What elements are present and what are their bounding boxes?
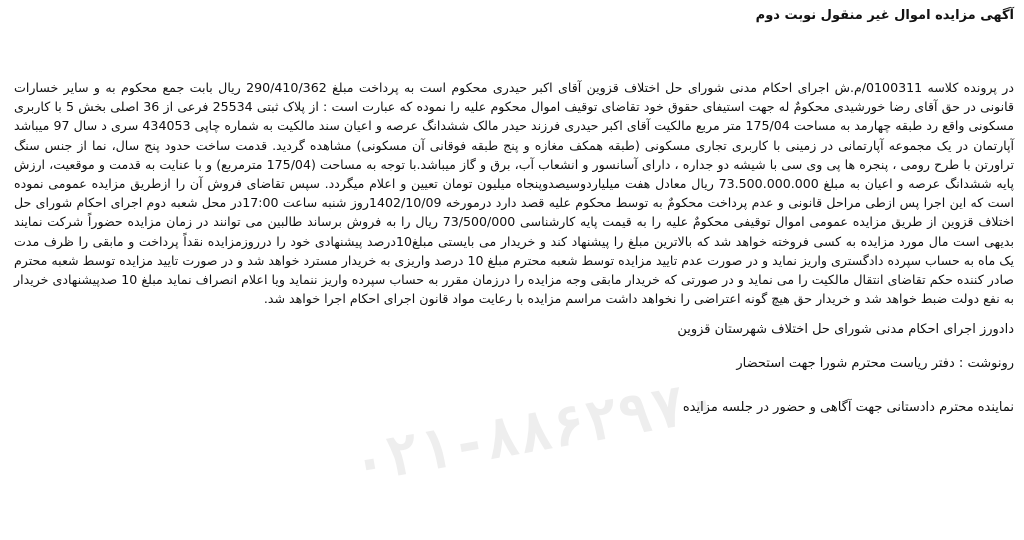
phone-watermark: ۰۲۱-۸۸۶۲۹۷۰ [347,368,724,497]
notice-body: در پرونده کلاسه 0100311/م.ش اجرای احکام مدنی شورای حل اختلاف قزوین آقای اکبر حیدری محکوم است به پرداخت مبلغ 290/410/362 ریال بابت جمع محکوم به و سایر خسارات قانونی در حق آقای رضا خورشیدی محکومٌ له جهت استیفای حقوق خود تقاضای توقیف اموال محکوم علیه را نموده که عبارت است : از پلاک ثبتی 25534 فرعی از 36 اصلی بخش 5 با کاربری مسکونی واقع رد طبقه چهارمد به مساحت 175/04 متر مربع مالکیت آقای اکبر حیدری فرزند حیدر مالک ششدانگ عرصه و اعیان سند مالکیت به شماره چاپی 434053 سری د سال 97 میباشد آپارتمان در یک مجموعه آپارتمانی در زمینی با کاربری تجاری مسکونی (طبقه همکف مغازه و پنج طبقه فوقانی آن مسکونی) مشاهده گردید. قدمت ساخت حدود پنج سال، نما از جنس سنگ تراورتن با طرح رومی ، پنجره ها پی وی سی با شیشه دو جداره ، دارای آسانسور و انشعاب آب، برق و گاز میباشد.با توجه به مساحت (175/04 مترمربع) و با عنایت به قدمت و موقعیت، ارزش پایه ششدانگ عرصه و اعیان به مبلغ 73.500.000.000 ریال معادل هفت میلیاردوسیصدوپنجاه میلیون تومان تعیین و اعلام میگردد. سپس تقاضای فروش آن را ازطریق مزایده عمومی نموده است که این اجرا پس ازطی مراحل قانونی و عدم پرداخت محکومٌ به توسط محکوم علیه قصد دارد درمورخه 1402/10/09روز شنبه ساعت 17:00در محل شعبه دوم اجرای احکام شورای حل اختلاف قزوین از طریق مزایده عمومی اموال توقیفی محکومٌ علیه را به قیمت پایه کارشناسی 73/500/000 ریال را به فروش برساند طالبین می توانند در زمان مزایده حضوراً شرکت نمایند بدیهی است مال مورد مزایده به کسی فروخته خواهد شد که بالاترین مبلغ را پیشنهاد کند و خریدار می بایستی مبلغ10درصد پیشنهادی خود را درروزمزایده نقداً پرداخت و مابقی را ظرف مدت یک ماه به حساب سپرده دادگستری واریز نماید و در صورت عدم تایید مزایده توسط شعبه محترم مبلغ 10 درصد واریزی به خریدار مسترد خواهد شد و در صورت تایید مزایده توسط شعبه محترم صادر کننده حکم تقاضای انتقال مالکیت را می نماید و در صورتی که خریدار مابقی وجه مزایده را درزمان مقرر به حساب سپرده واریز ننماید ویا اعلام انصراف نماید مبلغ 10 صدپیشنهادی خریدار به نفع دولت ضبط خواهد شد و خریدار حق هیچ گونه اعتراضی را نخواهد داشت مراسم مزایده با رعایت مواد قانون اجرای احکام اجرا خواهد شد. [14,80,1015,307]
notice-title: آگهی مزایده اموال غیر منقول نوبت دوم [755,8,1014,23]
signature-line: دادورز اجرای احکام مدنی شورای حل اختلاف شهرستان قزوین [677,322,1014,338]
cc-line-prosecutor: نماینده محترم دادستانی جهت آگاهی و حضور در جلسه مزایده [682,400,1014,416]
cc-line-council: رونوشت : دفتر ریاست محترم شورا جهت استحضار [736,356,1014,372]
